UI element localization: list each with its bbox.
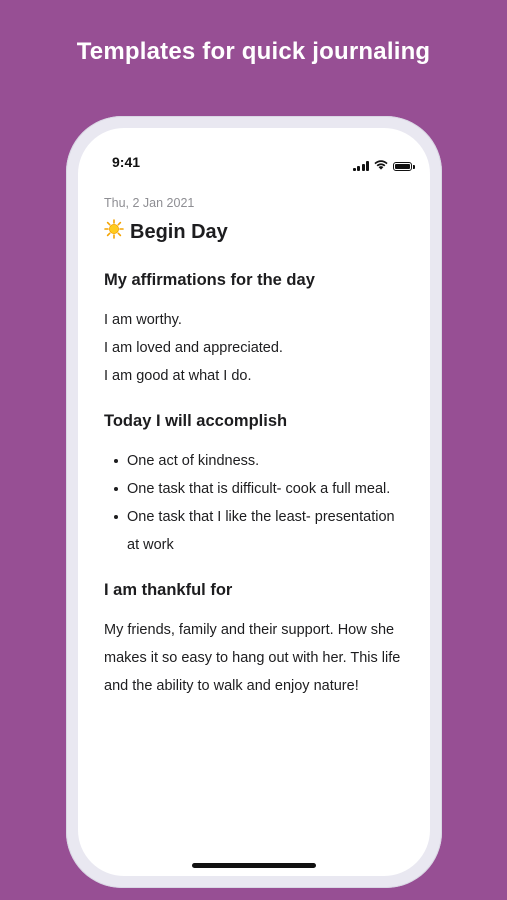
phone-frame (66, 116, 442, 888)
thankful-paragraph: My friends, family and their support. How she makes it so easy to hang out with her. This life and the ability to walk and enjoy nature! (104, 622, 401, 694)
sun-emoji-icon (104, 219, 124, 245)
battery-icon (393, 162, 412, 171)
affirmations-section (104, 271, 410, 390)
entry-title-row (104, 219, 410, 245)
section-heading: Today I will accomplish (104, 412, 288, 430)
status-icons (353, 157, 413, 175)
journal-entry (104, 196, 410, 722)
status-bar (78, 154, 430, 174)
list-item (114, 503, 410, 559)
list-item (114, 475, 410, 503)
status-time: 9:41 (112, 154, 141, 170)
accomplish-list (104, 447, 410, 559)
list-item-text: One task that is difficult- cook a full meal. (127, 481, 391, 497)
entry-title: Begin Day (130, 220, 228, 243)
entry-date: Thu, 2 Jan 2021 (104, 196, 195, 210)
bullet-dot (114, 459, 118, 463)
signal-icon (353, 161, 370, 171)
affirmation-line: I am worthy. (104, 312, 182, 328)
bullet-dot (114, 515, 118, 519)
phone-screen (78, 128, 430, 876)
list-item-text: One act of kindness. (127, 453, 260, 469)
accomplish-section (104, 412, 410, 559)
affirmation-line: I am loved and appreciated. (104, 340, 283, 356)
section-heading: I am thankful for (104, 581, 233, 599)
list-item-text: One task that I like the least- presentation at work (127, 509, 395, 553)
list-item (114, 447, 410, 475)
bullet-dot (114, 487, 118, 491)
promo-headline: Templates for quick journaling (76, 38, 431, 65)
thankful-section (104, 581, 410, 700)
wifi-icon (374, 157, 388, 175)
affirmation-line: I am good at what I do. (104, 368, 252, 384)
section-heading: My affirmations for the day (104, 271, 315, 289)
home-indicator[interactable] (192, 863, 316, 868)
